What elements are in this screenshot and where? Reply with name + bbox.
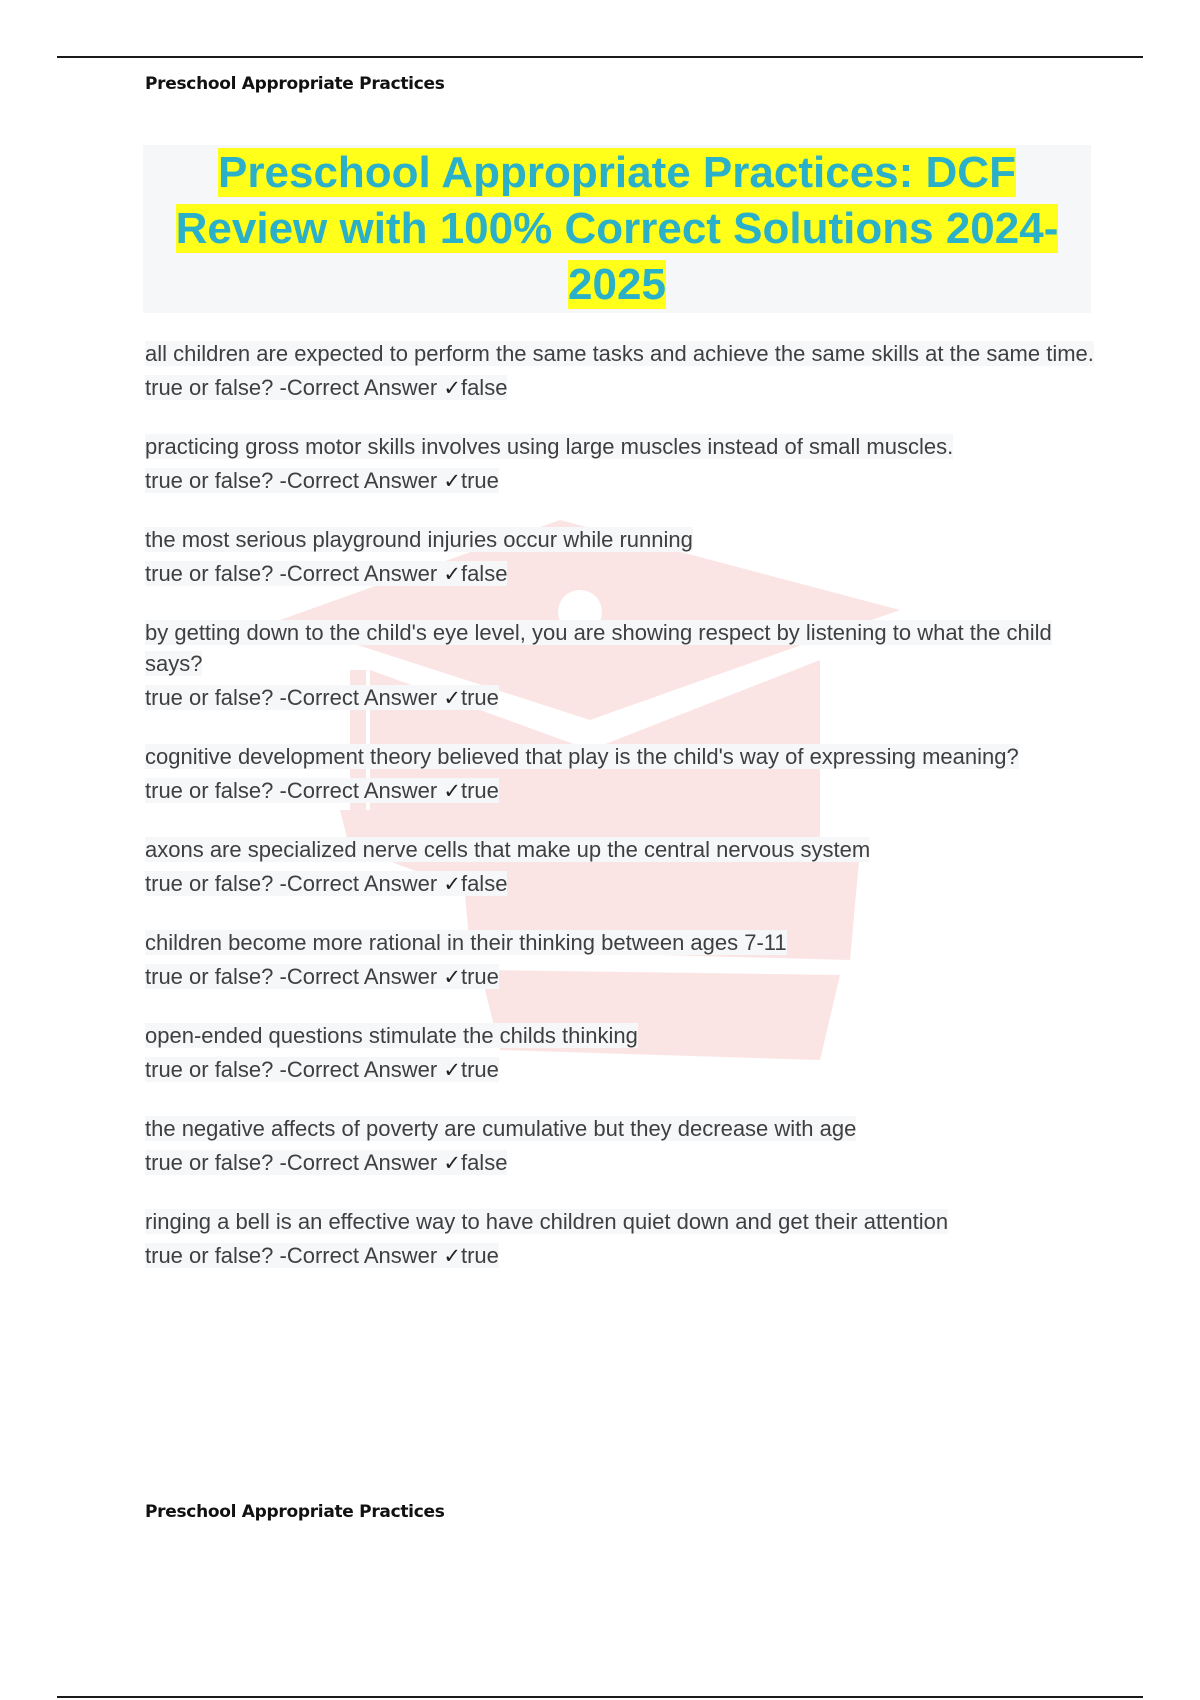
question-label: all children are expected to perform the same tasks and achieve the same skills at the same time. <box>145 341 1094 366</box>
answer-text <box>145 964 499 989</box>
checkmark-icon: ✓ <box>443 1151 461 1175</box>
answer-prefix: true or false? -Correct Answer <box>145 871 444 896</box>
checkmark-icon: ✓ <box>443 469 461 493</box>
answer-line <box>145 960 1105 994</box>
question-label: axons are specialized nerve cells that make up the central nervous system <box>145 837 871 862</box>
question-text <box>145 338 1105 369</box>
answer-line <box>145 774 1105 808</box>
checkmark-icon: ✓ <box>443 872 461 896</box>
question-text <box>145 1206 1105 1237</box>
answer-value: true <box>460 964 499 989</box>
question-item <box>145 1020 1105 1087</box>
answer-prefix: true or false? -Correct Answer <box>145 964 444 989</box>
question-item <box>145 1206 1105 1273</box>
running-footer: Preschool Appropriate Practices <box>145 1502 445 1522</box>
checkmark-icon: ✓ <box>443 562 461 586</box>
question-text <box>145 927 1105 958</box>
answer-text <box>145 375 507 400</box>
question-item <box>145 927 1105 994</box>
question-item <box>145 741 1105 808</box>
checkmark-icon: ✓ <box>443 779 461 803</box>
document-title: Preschool Appropriate Practices: DCF Review with 100% Correct Solutions 2024-2025 <box>175 148 1059 309</box>
question-text <box>145 1113 1105 1144</box>
answer-text <box>145 1057 499 1082</box>
answer-prefix: true or false? -Correct Answer <box>145 1243 444 1268</box>
question-label: cognitive development theory believed that play is the child's way of expressing meaning? <box>145 744 1019 769</box>
question-item <box>145 524 1105 591</box>
question-label: ringing a bell is an effective way to have children quiet down and get their attention <box>145 1209 949 1234</box>
question-text <box>145 1020 1105 1051</box>
answer-prefix: true or false? -Correct Answer <box>145 778 444 803</box>
answer-text <box>145 778 499 803</box>
answer-value: false <box>460 1150 508 1175</box>
answer-value: true <box>460 685 499 710</box>
question-label: the most serious playground injuries occur while running <box>145 527 693 552</box>
question-text <box>145 524 1105 555</box>
question-label: practicing gross motor skills involves using large muscles instead of small muscles. <box>145 434 954 459</box>
answer-text <box>145 871 507 896</box>
checkmark-icon: ✓ <box>443 1058 461 1082</box>
answer-text <box>145 561 507 586</box>
answer-line <box>145 1239 1105 1273</box>
question-text <box>145 617 1105 679</box>
answer-text <box>145 468 499 493</box>
answer-text <box>145 685 499 710</box>
answer-value: false <box>460 375 508 400</box>
checkmark-icon: ✓ <box>443 376 461 400</box>
answer-line <box>145 371 1105 405</box>
question-label: the negative affects of poverty are cumulative but they decrease with age <box>145 1116 857 1141</box>
question-text <box>145 834 1105 865</box>
answer-text <box>145 1243 499 1268</box>
answer-prefix: true or false? -Correct Answer <box>145 685 444 710</box>
question-item <box>145 834 1105 901</box>
answer-prefix: true or false? -Correct Answer <box>145 375 444 400</box>
question-label: children become more rational in their thinking between ages 7-11 <box>145 930 787 955</box>
document-title-box <box>143 145 1091 313</box>
answer-prefix: true or false? -Correct Answer <box>145 1057 444 1082</box>
question-label: open-ended questions stimulate the childs thinking <box>145 1023 638 1048</box>
question-label: by getting down to the child's eye level, you are showing respect by listening to what the child says? <box>145 620 1052 676</box>
answer-value: true <box>460 1243 499 1268</box>
answer-line <box>145 1053 1105 1087</box>
answer-value: true <box>460 778 499 803</box>
question-item <box>145 1113 1105 1180</box>
answer-line <box>145 867 1105 901</box>
answer-value: true <box>460 1057 499 1082</box>
answer-line <box>145 464 1105 498</box>
checkmark-icon: ✓ <box>443 686 461 710</box>
question-item <box>145 431 1105 498</box>
answer-prefix: true or false? -Correct Answer <box>145 561 444 586</box>
checkmark-icon: ✓ <box>443 1244 461 1268</box>
checkmark-icon: ✓ <box>443 965 461 989</box>
header-rule <box>57 56 1143 58</box>
question-item <box>145 617 1105 715</box>
question-list <box>145 338 1105 1299</box>
answer-value: false <box>460 561 508 586</box>
answer-text <box>145 1150 507 1175</box>
question-text <box>145 741 1105 772</box>
answer-line <box>145 557 1105 591</box>
answer-prefix: true or false? -Correct Answer <box>145 468 444 493</box>
question-text <box>145 431 1105 462</box>
answer-value: true <box>460 468 499 493</box>
question-item <box>145 338 1105 405</box>
answer-line <box>145 681 1105 715</box>
answer-line <box>145 1146 1105 1180</box>
answer-prefix: true or false? -Correct Answer <box>145 1150 444 1175</box>
running-header: Preschool Appropriate Practices <box>145 74 445 94</box>
answer-value: false <box>460 871 508 896</box>
footer-rule <box>57 1696 1143 1698</box>
